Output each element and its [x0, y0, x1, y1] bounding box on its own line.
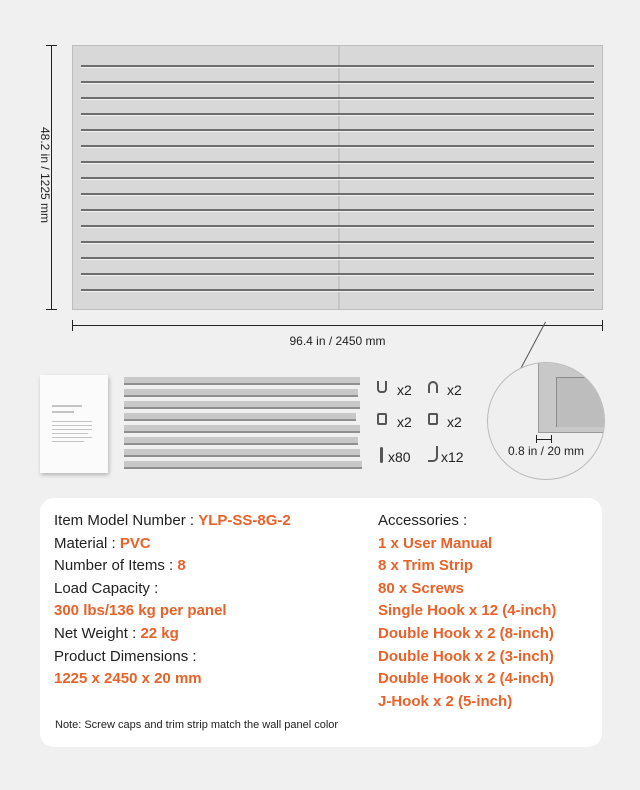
panel-groove	[81, 145, 594, 148]
panel-groove	[81, 289, 594, 292]
panel-groove	[81, 65, 594, 68]
accessory-item: 1 x User Manual	[378, 535, 493, 552]
panel-groove	[81, 225, 594, 228]
thickness-marker	[536, 435, 552, 443]
model-label: Item Model Number :	[54, 512, 199, 529]
panel-groove	[81, 257, 594, 260]
accessory-item: J-Hook x 2 (5-inch)	[378, 693, 513, 710]
dims-value: 1225 x 2450 x 20 mm	[54, 670, 202, 687]
single-hook-icon	[377, 381, 387, 393]
j-hook-icon	[428, 446, 438, 462]
user-manual-image	[40, 375, 108, 473]
accessory-item: Double Hook x 2 (4-inch)	[378, 670, 554, 687]
single-hook-12-count: x12	[441, 449, 464, 465]
height-dimension-label: 48.2 in / 1225 mm	[38, 126, 52, 224]
panel-groove	[81, 97, 594, 100]
model-row	[54, 512, 291, 529]
items-value: 8	[177, 557, 186, 574]
material-label: Material :	[54, 535, 120, 552]
material-row	[54, 535, 151, 552]
panel-groove	[81, 113, 594, 116]
material-value: PVC	[119, 535, 151, 552]
double-hook-3in-icon	[377, 413, 387, 425]
weight-label: Net Weight :	[54, 625, 141, 642]
load-value: 300 lbs/136 kg per panel	[54, 602, 227, 619]
accessory-item: Single Hook x 12 (4-inch)	[378, 602, 557, 619]
double-hook-4in-icon	[428, 413, 438, 425]
color-note: Note: Screw caps and trim strip match the wall panel color	[55, 719, 339, 731]
accessories-title: Accessories :	[378, 512, 468, 529]
accessory-item: Double Hook x 2 (3-inch)	[378, 648, 554, 665]
screw-icon	[380, 447, 383, 463]
panel-edge-overlap	[556, 377, 605, 427]
panel-groove	[81, 209, 594, 212]
panel-groove	[81, 177, 594, 180]
thickness-label: 0.8 in / 20 mm	[507, 444, 585, 458]
spec-card	[40, 498, 602, 747]
slatwall-panel	[72, 45, 603, 310]
double-hook-icon	[428, 381, 438, 393]
single-hook-count: x2	[397, 382, 412, 398]
weight-value: 22 kg	[140, 625, 179, 642]
accessory-item: 8 x Trim Strip	[378, 557, 474, 574]
accessory-item: Double Hook x 2 (8-inch)	[378, 625, 554, 642]
items-row	[54, 557, 186, 574]
double-hook-3in-count: x2	[397, 414, 412, 430]
trim-strips-image	[124, 377, 362, 471]
double-hook-8in-count: x2	[447, 382, 462, 398]
panel-groove	[81, 161, 594, 164]
accessory-item: 80 x Screws	[378, 580, 464, 597]
panel-groove	[81, 193, 594, 196]
panel-groove	[81, 129, 594, 132]
model-value: YLP-SS-8G-2	[198, 512, 291, 529]
screws-count: x80	[388, 449, 411, 465]
weight-row	[54, 625, 179, 642]
panel-groove	[81, 273, 594, 276]
slatwall-panel-image	[72, 45, 603, 310]
dims-label: Product Dimensions :	[54, 648, 197, 665]
width-dimension-line	[72, 325, 603, 326]
width-dimension-label: 96.4 in / 2450 mm	[289, 334, 386, 348]
items-label: Number of Items :	[54, 557, 178, 574]
double-hook-4in-count: x2	[447, 414, 462, 430]
panel-groove	[81, 81, 594, 84]
thickness-magnifier	[487, 362, 605, 480]
panel-groove	[81, 241, 594, 244]
load-label: Load Capacity :	[54, 580, 159, 597]
